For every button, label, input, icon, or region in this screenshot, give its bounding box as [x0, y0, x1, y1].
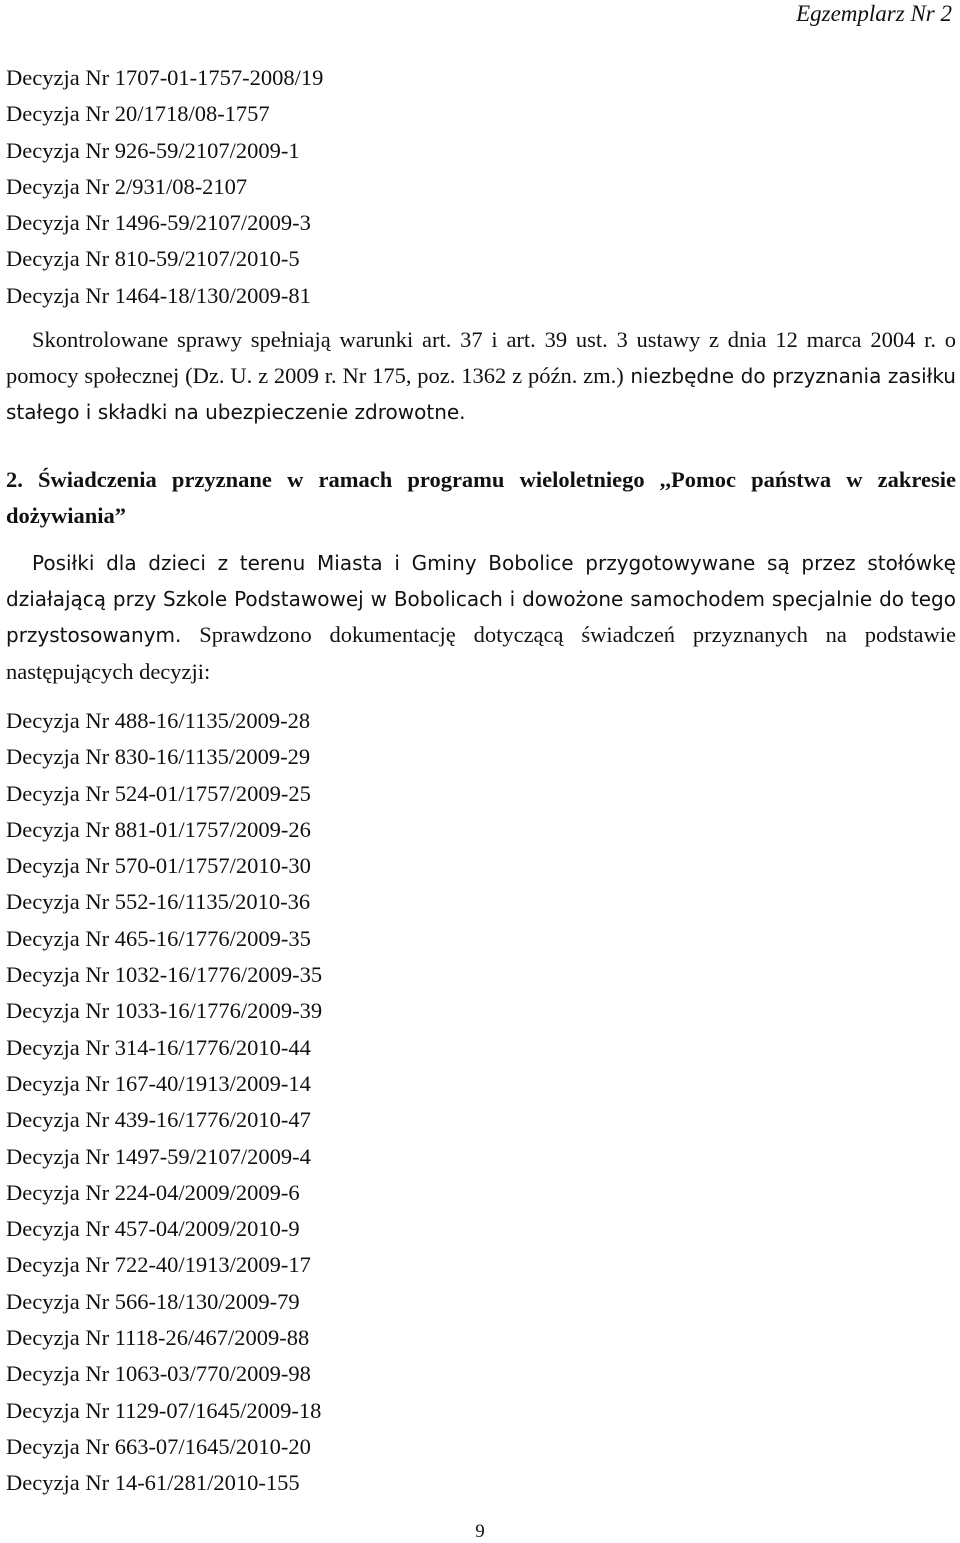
list-item: Decyzja Nr 457-04/2009/2010-9: [6, 1216, 300, 1242]
list-item: Decyzja Nr 552-16/1135/2010-36: [6, 889, 311, 915]
list-item: Decyzja Nr 1464-18/130/2009-81: [6, 282, 311, 308]
list-item: Decyzja Nr 488-16/1135/2009-28: [6, 708, 311, 733]
paragraph-eligibility: [6, 322, 956, 431]
list-item: Decyzja Nr 1032-16/1776/2009-35: [6, 962, 323, 988]
paragraph-2-serif-text: Sprawdzono dokumentację dotyczącą świadczeń przyznanych na podstawie następujących decyzji:: [6, 622, 956, 684]
paragraph-2-sans-text: Posiłki dla dzieci z terenu Miasta i Gminy Bobolice przygotowywane są przez stołówkę działającą przy Szkole Podstawowej w Bobolicach i dowożone samochodem specjalnie do tego przystosowanym.: [6, 551, 956, 648]
list-item: Decyzja Nr 881-01/1757/2009-26: [6, 816, 311, 842]
list-item: Decyzja Nr 14-61/281/2010-155: [6, 1470, 300, 1496]
decisions-list-2: [6, 703, 322, 1502]
list-item: Decyzja Nr 314-16/1776/2010-44: [6, 1034, 311, 1060]
list-item: Decyzja Nr 663-07/1645/2010-20: [6, 1433, 311, 1459]
list-item: Decyzja Nr 1129-07/1645/2009-18: [6, 1397, 322, 1423]
list-item: Decyzja Nr 465-16/1776/2009-35: [6, 925, 311, 951]
list-item: Decyzja Nr 439-16/1776/2010-47: [6, 1107, 311, 1133]
page-number: 9: [475, 1521, 485, 1542]
copy-number-label: Egzemplarz Nr 2: [796, 1, 952, 26]
list-item: Decyzja Nr 810-59/2107/2010-5: [6, 246, 300, 272]
paragraph-1-serif-text: Skontrolowane sprawy spełniają warunki art. 37 i art. 39 ust. 3 ustawy z dnia 12 marca 2004 r. o pomocy społecznej (Dz. U. z 2009 r. Nr 175, poz. 1362 z późn. zm.): [6, 327, 956, 389]
list-item: Decyzja Nr 1497-59/2107/2009-4: [6, 1143, 311, 1169]
list-item: Decyzja Nr 830-16/1135/2009-29: [6, 744, 311, 770]
section-2-heading: 2. Świadczenia przyznane w ramach programu wieloletniego ,,Pomoc państwa w zakresie dożywiania”: [6, 467, 956, 528]
list-item: Decyzja Nr 1118-26/467/2009-88: [6, 1325, 310, 1351]
list-item: Decyzja Nr 1707-01-1757-2008/19: [6, 65, 324, 90]
paragraph-meals: [6, 545, 956, 690]
decisions-list-1: [6, 60, 323, 314]
list-item: Decyzja Nr 570-01/1757/2010-30: [6, 853, 311, 879]
list-item: Decyzja Nr 524-01/1757/2009-25: [6, 780, 311, 806]
list-item: Decyzja Nr 566-18/130/2009-79: [6, 1288, 300, 1314]
list-item: Decyzja Nr 167-40/1913/2009-14: [6, 1070, 311, 1096]
list-item: Decyzja Nr 1063-03/770/2009-98: [6, 1361, 311, 1387]
list-item: Decyzja Nr 224-04/2009/2009-6: [6, 1179, 300, 1205]
list-item: Decyzja Nr 1496-59/2107/2009-3: [6, 210, 311, 236]
list-item: Decyzja Nr 2/931/08-2107: [6, 173, 248, 199]
list-item: Decyzja Nr 926-59/2107/2009-1: [6, 137, 300, 163]
list-item: Decyzja Nr 722-40/1913/2009-17: [6, 1252, 311, 1278]
list-item: Decyzja Nr 1033-16/1776/2009-39: [6, 998, 323, 1024]
list-item: Decyzja Nr 20/1718/08-1757: [6, 101, 270, 127]
paragraph-1-sans-text: niezbędne do przyznania zasiłku stałego i składki na ubezpieczenie zdrowotne.: [6, 364, 956, 425]
